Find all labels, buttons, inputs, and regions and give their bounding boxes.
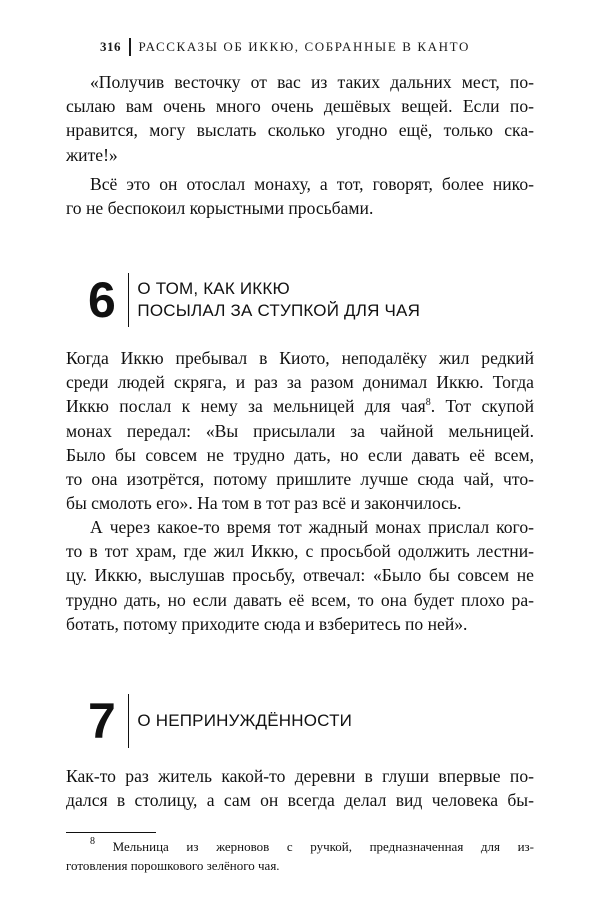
text-line: жите!» xyxy=(66,144,118,165)
footnote-line xyxy=(66,838,534,857)
text-line: бы смолоть его». На том в тот раз всё и закончилось. xyxy=(66,493,462,514)
book-title: РАССКАЗЫ ОБ ИККЮ, СОБРАННЫЕ В КАНТО xyxy=(138,39,470,54)
footnote-line: готовления порошкового зелёного чая. xyxy=(66,857,280,873)
chapter-title-line: О НЕПРИНУЖДЁННОСТИ xyxy=(137,711,353,730)
page-number: 316 xyxy=(100,39,121,54)
chapter-divider xyxy=(128,694,130,748)
chapter-6-paragraph-1 xyxy=(66,346,534,515)
text-fragment: Мельница из жерновов с ручкой, предназначенная для из- xyxy=(112,839,534,854)
text-line: дался в столицу, а сам он всегда делал вид человека бы- xyxy=(66,790,534,811)
chapter-6-heading xyxy=(88,273,420,327)
text-fragment: . Тот скупой xyxy=(430,396,535,417)
text-line: цу. Иккю, выслушав просьбу, отвечал: «Было бы совсем не xyxy=(66,565,534,586)
header-divider xyxy=(129,38,131,56)
chapter-6-paragraph-2 xyxy=(66,515,534,636)
intro-paragraph-1 xyxy=(66,70,534,167)
text-line: среди людей скряга, и раз за разом донимал Иккю. Тогда xyxy=(66,372,534,393)
running-header xyxy=(100,36,540,58)
chapter-7-paragraph-1 xyxy=(66,764,534,812)
text-line: нравится, могу выслать сколько угодно ещё, только ска- xyxy=(66,120,534,141)
text-line: трудно дать, но если давать её всем, то она будет плохо ра- xyxy=(66,589,534,610)
text-line: то она изотрётся, потому пришлите лучше сюда чай, что- xyxy=(66,468,534,489)
text-line: Всё это он отослал монаху, а тот, говорят, более нико- xyxy=(90,174,534,194)
text-line: сылаю вам очень много очень дешёвых вещей. Если по- xyxy=(66,96,534,117)
text-line: Как-то раз житель какой-то деревни в глуши впервые по- xyxy=(66,766,534,786)
text-line: Было бы совсем не трудно дать, но если давать её всем, xyxy=(66,444,534,465)
text-line: «Получив весточку от вас из таких дальних мест, по- xyxy=(90,72,534,92)
chapter-number: 6 xyxy=(88,272,116,328)
footnote-marker: 8 xyxy=(90,836,95,847)
footnote xyxy=(66,838,534,875)
chapter-divider xyxy=(128,273,130,327)
chapter-title-line: ПОСЫЛАЛ ЗА СТУПКОЙ ДЛЯ ЧАЯ xyxy=(137,301,421,320)
footnote-reference[interactable]: 8 xyxy=(425,397,431,409)
text-line: Когда Иккю пребывал в Киото, неподалёку жил редкий xyxy=(66,348,534,368)
text-line: монах передал: «Вы присылали за чайной мельницей. xyxy=(66,420,534,441)
chapter-title-line: О ТОМ, КАК ИККЮ xyxy=(137,279,290,298)
chapter-7-heading xyxy=(88,694,352,748)
text-fragment: Иккю послал к нему за мельницей для чая xyxy=(66,396,426,417)
text-line-with-footnote xyxy=(66,394,534,418)
text-line: ботать, потому приходите сюда и взберитесь по ней». xyxy=(66,613,468,634)
chapter-title xyxy=(137,278,420,322)
text-line: А через какое-то время тот жадный монах прислал кого- xyxy=(90,517,534,537)
text-line: го не беспокоил корыстными просьбами. xyxy=(66,198,374,219)
intro-paragraph-2 xyxy=(66,172,534,220)
chapter-title xyxy=(137,710,352,732)
text-line: то в тот храм, где жил Иккю, с просьбой одолжить лестни- xyxy=(66,541,534,562)
chapter-number: 7 xyxy=(88,693,116,749)
footnote-rule xyxy=(66,832,156,833)
